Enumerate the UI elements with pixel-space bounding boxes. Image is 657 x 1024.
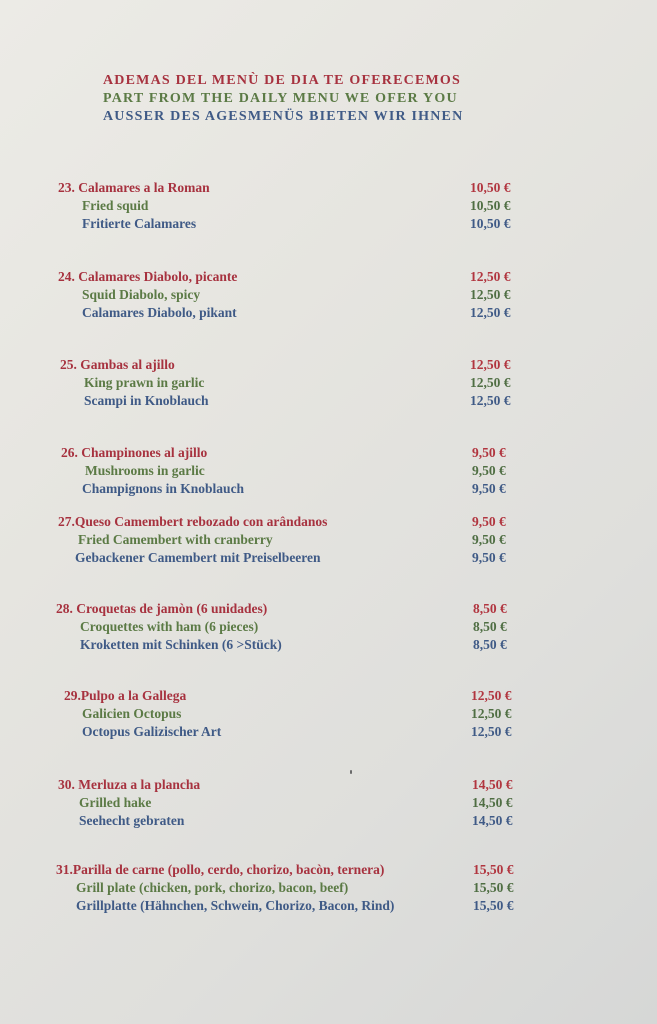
dish-name-spanish: 26. Champinones al ajillo bbox=[61, 445, 208, 460]
dish-name-german: Kroketten mit Schinken (6 >Stück) bbox=[80, 637, 282, 652]
header-english: PART FROM THE DAILY MENU WE OFER YOU bbox=[103, 91, 458, 106]
menu-item-28 bbox=[0, 601, 657, 655]
dish-name-english: Grilled hake bbox=[79, 795, 152, 810]
dish-name-english: Fried Camembert with cranberry bbox=[78, 532, 273, 547]
dish-name-spanish: 24. Calamares Diabolo, picante bbox=[58, 269, 238, 284]
dish-name-spanish: 31.Parilla de carne (pollo, cerdo, chorizo, bacòn, ternera) bbox=[56, 862, 385, 877]
dish-name-german: Fritierte Calamares bbox=[82, 216, 197, 231]
price-german: 9,50 € bbox=[472, 550, 506, 565]
dish-name-german: Grillplatte (Hähnchen, Schwein, Chorizo, Bacon, Rind) bbox=[76, 898, 395, 913]
price-spanish: 14,50 € bbox=[472, 777, 513, 792]
price-german: 10,50 € bbox=[470, 216, 511, 231]
price-english: 10,50 € bbox=[470, 198, 511, 213]
menu-item-30 bbox=[0, 777, 657, 831]
price-spanish: 12,50 € bbox=[470, 269, 511, 284]
dish-name-english: Squid Diabolo, spicy bbox=[82, 287, 201, 302]
dish-name-spanish: 27.Queso Camembert rebozado con arândanos bbox=[58, 514, 328, 529]
price-english: 15,50 € bbox=[473, 880, 514, 895]
dish-name-spanish: 29.Pulpo a la Gallega bbox=[64, 688, 187, 703]
price-german: 15,50 € bbox=[473, 898, 514, 913]
dish-name-english: Fried squid bbox=[82, 198, 149, 213]
dish-name-english: Mushrooms in garlic bbox=[85, 463, 205, 478]
price-english: 14,50 € bbox=[472, 795, 513, 810]
price-spanish: 15,50 € bbox=[473, 862, 514, 877]
price-spanish: 9,50 € bbox=[472, 514, 506, 529]
price-english: 12,50 € bbox=[470, 375, 511, 390]
dish-name-german: Champignons in Knoblauch bbox=[82, 481, 245, 496]
menu-item-23 bbox=[0, 180, 657, 234]
price-spanish: 12,50 € bbox=[471, 688, 512, 703]
dish-name-english: King prawn in garlic bbox=[84, 375, 205, 390]
dish-name-german: Calamares Diabolo, pikant bbox=[82, 305, 237, 320]
paper-speck bbox=[350, 770, 352, 774]
dish-name-german: Scampi in Knoblauch bbox=[84, 393, 209, 408]
menu-item-25 bbox=[0, 357, 657, 411]
price-german: 8,50 € bbox=[473, 637, 507, 652]
dish-name-spanish: 25. Gambas al ajillo bbox=[60, 357, 175, 372]
price-german: 9,50 € bbox=[472, 481, 506, 496]
price-english: 9,50 € bbox=[472, 532, 506, 547]
dish-name-spanish: 28. Croquetas de jamòn (6 unidades) bbox=[56, 601, 268, 616]
header-german: AUSSER DES AGESMENÜS BIETEN WIR IHNEN bbox=[103, 109, 464, 124]
price-spanish: 10,50 € bbox=[470, 180, 511, 195]
dish-name-spanish: 23. Calamares a la Roman bbox=[58, 180, 210, 195]
menu-item-24 bbox=[0, 269, 657, 323]
dish-name-spanish: 30. Merluza a la plancha bbox=[58, 777, 201, 792]
price-german: 12,50 € bbox=[470, 393, 511, 408]
dish-name-english: Galicien Octopus bbox=[82, 706, 182, 721]
dish-name-german: Octopus Galizischer Art bbox=[82, 724, 222, 739]
dish-name-german: Seehecht gebraten bbox=[79, 813, 185, 828]
header-spanish: ADEMAS DEL MENÙ DE DIA TE OFERECEMOS bbox=[103, 73, 461, 88]
dish-name-english: Croquettes with ham (6 pieces) bbox=[80, 619, 259, 634]
price-german: 12,50 € bbox=[471, 724, 512, 739]
menu-item-27 bbox=[0, 514, 657, 568]
menu-item-26 bbox=[0, 445, 657, 499]
price-german: 12,50 € bbox=[470, 305, 511, 320]
price-english: 8,50 € bbox=[473, 619, 507, 634]
price-spanish: 8,50 € bbox=[473, 601, 507, 616]
price-spanish: 12,50 € bbox=[470, 357, 511, 372]
menu-header bbox=[103, 72, 463, 126]
price-german: 14,50 € bbox=[472, 813, 513, 828]
menu-item-29 bbox=[0, 688, 657, 742]
dish-name-german: Gebackener Camembert mit Preiselbeeren bbox=[75, 550, 321, 565]
price-english: 9,50 € bbox=[472, 463, 506, 478]
price-english: 12,50 € bbox=[470, 287, 511, 302]
price-english: 12,50 € bbox=[471, 706, 512, 721]
price-spanish: 9,50 € bbox=[472, 445, 506, 460]
dish-name-english: Grill plate (chicken, pork, chorizo, bacon, beef) bbox=[76, 880, 349, 895]
menu-item-31 bbox=[0, 862, 657, 916]
